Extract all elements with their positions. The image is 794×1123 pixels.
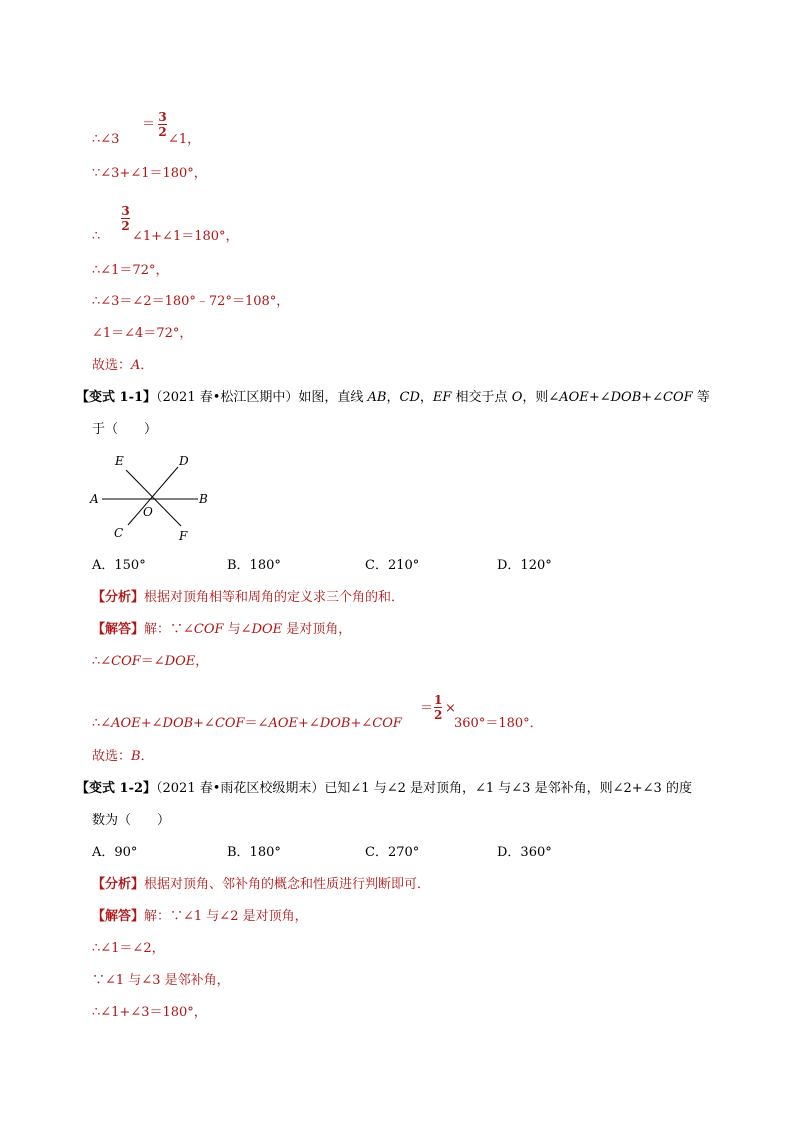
choice-line-1-1 (92, 748, 154, 766)
fraction-one-half (434, 694, 442, 721)
choice-period: ． (140, 358, 154, 373)
separator: ， (419, 390, 433, 405)
choice-label: 故选： (92, 358, 132, 373)
point-o: O (511, 390, 523, 405)
stem-text: 相交于点 (451, 390, 512, 405)
question-1-1-stem-line-2: 于（ ） (92, 422, 158, 437)
fraction-three-halves-2 (121, 205, 130, 232)
answer-text: +∠ (298, 716, 320, 731)
question-tag: 【变式 1-1】 (76, 390, 157, 405)
fraction-numerator: 1 (434, 693, 443, 707)
step-3: ∠1+∠1＝180°， (132, 229, 239, 244)
step-2: ∵∠3+∠1＝180°， (92, 166, 207, 181)
question-source: （2021 春•松江区期中） (156, 390, 299, 405)
step-6: ∠1＝∠4＝72°， (92, 326, 193, 341)
plus: +∠ (588, 390, 611, 405)
choice-line-prev (92, 357, 153, 375)
answer-text: 是对顶角， (282, 622, 352, 637)
answer-1-1-result: 360°＝180°． (454, 716, 543, 731)
answer-text: ＝∠ (244, 716, 269, 731)
question-1-2-stem (76, 780, 692, 798)
answer-1-1-line-1 (92, 621, 351, 639)
answer-1-1-times: × (445, 701, 456, 716)
label-o: O (143, 505, 153, 519)
label-d: D (179, 454, 189, 468)
step-1 (92, 131, 119, 149)
answer-text: 解：∵∠ (144, 622, 194, 637)
answer-text: +∠ (193, 716, 215, 731)
question-tag: 【变式 1-2】 (76, 781, 157, 796)
option-d: D．120° (497, 558, 552, 573)
stem-text: 等 (692, 390, 710, 405)
choice-label: 故选： (92, 749, 132, 764)
answer-text: ∴∠ (92, 716, 112, 731)
option-d: D．360° (497, 845, 552, 860)
angle-doe: DOE (251, 622, 283, 637)
angle-aoe: AOE (111, 716, 141, 731)
angle-aoe: AOE (559, 390, 589, 405)
fraction-numerator: 3 (121, 204, 130, 218)
choice-letter: A (131, 358, 141, 373)
angle-dob: DOB (610, 390, 642, 405)
answer-1-1-line-3 (92, 715, 402, 733)
answer-text: +∠ (350, 716, 373, 731)
answer-1-2-line-2: ∴∠1＝∠2， (92, 941, 165, 956)
option-a: A．150° (92, 558, 146, 573)
stem-text: 如图，直线 (298, 390, 368, 405)
analysis-text: 根据对顶角相等和周角的定义求三个角的和． (144, 590, 405, 605)
answer-tag: 【解答】 (92, 622, 145, 637)
answer-1-1-line-2 (92, 653, 208, 671)
step-1-tail: ∠1， (168, 132, 201, 147)
analysis-tag: 【分析】 (92, 877, 145, 892)
angle-dob: DOB (162, 716, 194, 731)
answer-1-2-line-4: ∴∠1+∠3＝180°， (92, 1005, 207, 1020)
step-5: ∴∠3＝∠2＝180°﹣72°＝108°， (92, 294, 290, 309)
label-f: F (179, 529, 188, 543)
label-a: A (90, 492, 99, 506)
angle-dob: DOB (319, 716, 351, 731)
intersecting-lines-figure (82, 448, 222, 548)
angle-cof: COF (372, 716, 402, 731)
answer-text: 与∠ (223, 622, 252, 637)
fraction-numerator: 3 (158, 110, 167, 124)
line-ef: EF (432, 390, 452, 405)
answer-text: 解：∵∠1 与∠2 是对顶角， (144, 909, 308, 924)
label-e: E (115, 454, 124, 468)
step-1-equals: ＝ (142, 117, 156, 132)
analysis-tag: 【分析】 (92, 590, 145, 605)
question-source: （2021 春•雨花区校级期末） (156, 781, 325, 796)
option-c: C．270° (365, 845, 420, 860)
answer-text: +∠ (140, 716, 163, 731)
separator: ， (386, 390, 400, 405)
analysis-text: 根据对顶角、邻补角的概念和性质进行判断即可． (144, 877, 431, 892)
angle-aoe: AOE (268, 716, 299, 731)
angle-doe: DOE (164, 654, 196, 669)
answer-text: ， (195, 654, 209, 669)
angle-cof: COF (214, 716, 245, 731)
line-cd-segment (128, 467, 178, 525)
angle-cof: COF (193, 622, 224, 637)
analysis-1-1 (92, 589, 404, 607)
stem-text: 已知∠1 与∠2 是对顶角，∠1 与∠3 是邻补角，则∠2+∠3 的度 (324, 781, 692, 796)
step-1-text: ∴∠3 (92, 132, 120, 147)
fraction-denominator: 2 (158, 125, 167, 139)
label-c: C (114, 526, 124, 540)
choice-letter: B (131, 749, 141, 764)
step-3-therefore: ∴ (92, 229, 101, 244)
fraction-denominator: 2 (121, 219, 130, 233)
option-b: B．180° (227, 558, 281, 573)
line-ab: AB (367, 390, 387, 405)
fraction-three-halves (158, 111, 167, 138)
angle-cof: COF (111, 654, 141, 669)
answer-tag: 【解答】 (92, 909, 145, 924)
answer-1-2-line-1 (92, 908, 308, 926)
stem-text: ，则∠ (522, 390, 560, 405)
answer-text: ∴∠ (92, 654, 112, 669)
analysis-1-2 (92, 876, 430, 894)
answer-1-1-equals: ＝ (420, 701, 434, 716)
angle-cof: COF (663, 390, 693, 405)
answer-1-2-line-3: ∵∠1 与∠3 是邻补角， (92, 973, 230, 988)
answer-text: ＝∠ (140, 654, 165, 669)
step-4: ∴∠1＝72°， (92, 263, 169, 278)
fraction-denominator: 2 (434, 708, 443, 722)
choice-period: ． (140, 749, 154, 764)
label-b: B (199, 492, 208, 506)
question-1-2-stem-line-2: 数为（ ） (92, 813, 171, 828)
option-c: C．210° (365, 558, 420, 573)
question-1-1-stem (76, 389, 710, 407)
plus: +∠ (641, 390, 664, 405)
option-a: A．90° (92, 845, 138, 860)
line-cd: CD (399, 390, 420, 405)
option-b: B．180° (227, 845, 281, 860)
